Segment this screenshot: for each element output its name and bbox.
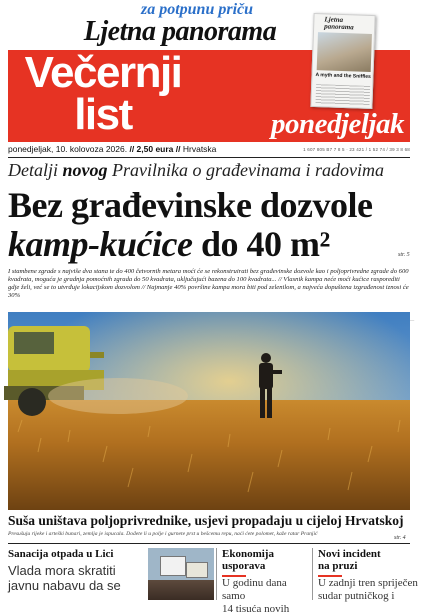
supplement-cover-headline: A myth and the Sniffles: [315, 72, 371, 80]
teaser-headline: [222, 548, 310, 572]
dateline: [8, 144, 410, 158]
photo-story-subcaption: Presušuju rijeke i arteški bunari, zemlja je ispucala. Dođete li u polje i gurnete prst u bešcemu repu, naći ćete polomet, kaže ratar Pranjić: [8, 531, 318, 537]
photo-story-headline[interactable]: Suša uništava poljoprivrednike, usjevi propadaju u cijeloj Hrvatskoj: [8, 513, 404, 528]
issue-price: 2,50 eura: [136, 144, 174, 154]
divider: [8, 543, 410, 544]
lead-kicker: [8, 160, 384, 181]
teaser-body-line2: 14 tisuća novih: [222, 603, 290, 615]
teaser-body-line2: sudar putničkog i: [318, 590, 395, 602]
separator: //: [127, 144, 137, 154]
lead-summary: I stambene zgrade s najviše dva stana te do 400 četvornih metara moći će se rekonstruirati bez građevinske dozvole kao i poljoprivredne zgrade do 600 kvadrata, moguća je gradnja pomoćnih zgrada do 50 kvadrata, uključujući bazena do 100 kvadrata... // Vlasnik kampa neće moći kućice rasporediti gdje želi, već se to utvrđuje lokacijskom dozvolom // Najmanje 40% površine kampa mora biti pod zelenilom, a najveća dopuštena izgrađenost iznosi će 30%: [8, 268, 409, 299]
lead-page-ref: str. 5: [398, 252, 410, 258]
photo-story-page-ref: str. 4: [394, 535, 406, 541]
supplement-cover-title: [324, 16, 354, 31]
teaser-headline-line2: na pruzi: [318, 560, 358, 572]
supplement-cover-thumbnail[interactable]: [310, 13, 375, 109]
accent-rule: [222, 575, 246, 577]
teaser-body: [318, 577, 418, 603]
teaser-railway[interactable]: [318, 548, 418, 603]
lead-headline-rest: do 40 m²: [192, 224, 330, 264]
lead-headline-italic: kamp-kućice: [8, 224, 193, 264]
supplement-cover-title-line2: panorama: [324, 22, 354, 32]
supplement-cover-text-lines: [315, 84, 370, 106]
teaser-body-line1: Vlada mora skratiti: [8, 563, 116, 578]
lead-kicker-pre: Detalji: [8, 160, 63, 180]
teaser-body-line2: javnu nabavu da se: [8, 578, 121, 593]
photo-illustration: [8, 312, 410, 510]
lead-kicker-post: Pravilnika o građevinama i radovima: [107, 160, 384, 180]
issue-region: Hrvatska: [182, 144, 217, 154]
accent-rule: [318, 575, 342, 577]
teaser-body-line1: U zadnji tren spriječen: [318, 577, 418, 589]
column-divider: [216, 548, 217, 600]
newspaper-logo: [8, 48, 198, 139]
issue-code: 1 607 805 B7 7 8 5 · 23 421 / 1 52 74 / 39 3 8 68: [303, 147, 410, 152]
protest-sign: [186, 562, 208, 578]
lead-headline-line1[interactable]: Bez građevinske dozvole: [8, 185, 373, 225]
teaser-headline-line1: Novi incident: [318, 548, 381, 560]
lead-kicker-bold: novog: [62, 160, 108, 180]
photo-side-credit: │: [410, 320, 414, 323]
supplement-cover-title-line1: Ljetna: [324, 15, 344, 24]
logo-line2: list: [74, 90, 132, 139]
promo-title: Ljetna panorama: [83, 16, 277, 47]
logo-line1: Večernji: [24, 48, 182, 97]
protest-photo[interactable]: [148, 548, 214, 600]
drought-field-photo[interactable]: [8, 312, 410, 510]
teaser-body-line1: U godinu dana samo: [222, 577, 287, 602]
teaser-headline-line2: usporava: [222, 560, 266, 572]
promo-kicker: za potpunu priču: [140, 1, 254, 18]
teaser-headline-line1: Ekonomija: [222, 548, 274, 560]
column-divider: [312, 548, 313, 600]
teaser-headline: [318, 548, 418, 572]
teaser-headline: Sanacija otpada u Lici: [8, 548, 114, 560]
protest-sign: [160, 556, 186, 576]
separator: //: [173, 144, 183, 154]
day-of-week: ponedjeljak: [270, 108, 404, 140]
lead-headline-line2[interactable]: [8, 223, 330, 265]
teaser-body: [8, 563, 144, 593]
crowd: [148, 580, 214, 600]
issue-date: ponedjeljak, 10. kolovoza 2026.: [8, 144, 128, 154]
teaser-lika-waste[interactable]: [8, 548, 144, 593]
teaser-body: [222, 577, 310, 616]
supplement-cover-photo: [317, 32, 372, 72]
divider: [8, 157, 410, 158]
teaser-economy[interactable]: [222, 548, 310, 616]
